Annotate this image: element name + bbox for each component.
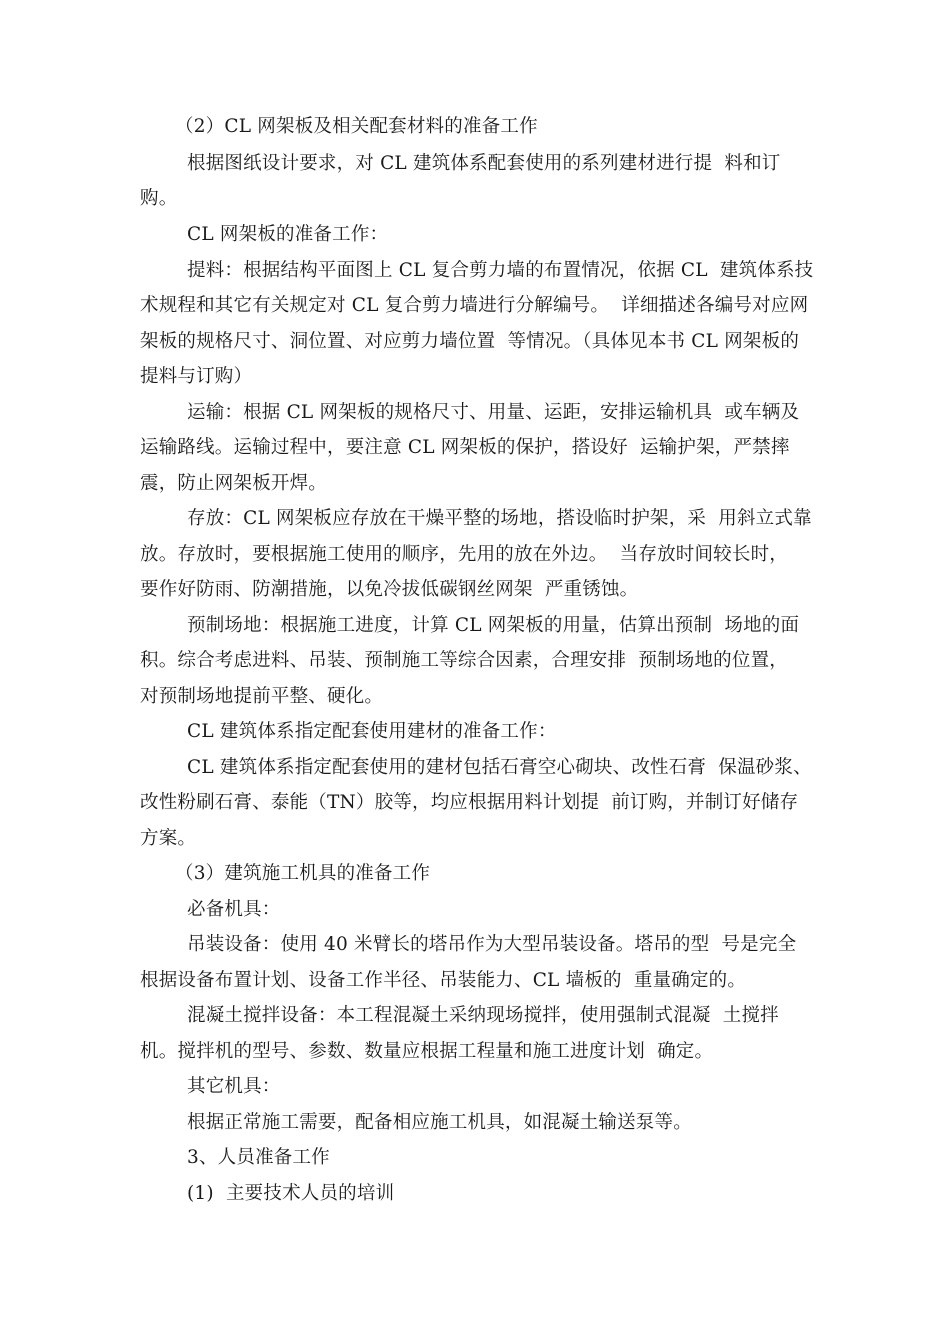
paragraph-line: CL 建筑体系指定配套使用的建材包括石膏空心砌块、改性石膏 保温砂浆、 <box>187 757 812 778</box>
subheading: CL 建筑体系指定配套使用建材的准备工作： <box>187 721 557 742</box>
paragraph-line: 震，防止网架板开焊。 <box>140 473 328 494</box>
paragraph-line: 吊装设备：使用 40 米臂长的塔吊作为大型吊装设备。塔吊的型 号是完全 <box>187 934 797 955</box>
paragraph-line: 根据图纸设计要求，对 CL 建筑体系配套使用的系列建材进行提 料和订 <box>187 153 781 174</box>
paragraph-line: 运输路线。运输过程中，要注意 CL 网架板的保护，搭设好 运输护架，严禁摔 <box>140 437 790 458</box>
paragraph-line: 提料：根据结构平面图上 CL 复合剪力墙的布置情况，依据 CL 建筑体系技 <box>187 260 814 281</box>
subheading: 其它机具： <box>187 1076 281 1097</box>
subheading: CL 网架板的准备工作： <box>187 224 389 245</box>
section-heading: 3、人员准备工作 <box>187 1147 330 1168</box>
section-heading: （3）建筑施工机具的准备工作 <box>175 863 431 884</box>
paragraph-line: 放。存放时，要根据施工使用的顺序，先用的放在外边。 当存放时间较长时， <box>140 544 788 565</box>
paragraph-line: 术规程和其它有关规定对 CL 复合剪力墙进行分解编号。 详细描述各编号对应网 <box>140 295 809 316</box>
paragraph-line: 架板的规格尺寸、洞位置、对应剪力墙位置 等情况。（具体见本书 CL 网架板的 <box>140 331 800 352</box>
subheading: 必备机具： <box>187 899 281 920</box>
paragraph-line: 运输：根据 CL 网架板的规格尺寸、用量、运距，安排运输机具 或车辆及 <box>187 402 800 423</box>
paragraph-line: 购。 <box>140 188 178 209</box>
subsection-heading: (1) 主要技术人员的培训 <box>187 1183 395 1204</box>
paragraph-line: 预制场地：根据施工进度，计算 CL 网架板的用量，估算出预制 场地的面 <box>187 615 800 636</box>
section-heading: （2）CL 网架板及相关配套材料的准备工作 <box>175 116 538 137</box>
paragraph-line: 根据正常施工需要，配备相应施工机具，如混凝土输送泵等。 <box>187 1112 692 1133</box>
paragraph-line: 积。综合考虑进料、吊装、预制施工等综合因素，合理安排 预制场地的位置， <box>140 650 788 671</box>
paragraph-line: 对预制场地提前平整、硬化。 <box>140 686 384 707</box>
paragraph-line: 方案。 <box>140 828 197 849</box>
paragraph-line: 提料与订购） <box>140 366 253 387</box>
paragraph-line: 存放：CL 网架板应存放在干燥平整的场地，搭设临时护架，采 用斜立式靠 <box>187 508 812 529</box>
paragraph-line: 机。搅拌机的型号、参数、数量应根据工程量和施工进度计划 确定。 <box>140 1041 714 1062</box>
paragraph-line: 改性粉刷石膏、泰能（TN）胶等，均应根据用料计划提 前订购，并制订好储存 <box>140 792 799 813</box>
paragraph-line: 要作好防雨、防潮措施，以免冷拔低碳钢丝网架 严重锈蚀。 <box>140 579 639 600</box>
paragraph-line: 混凝土搅拌设备：本工程混凝土采纳现场搅拌，使用强制式混凝 土搅拌 <box>187 1005 779 1026</box>
paragraph-line: 根据设备布置计划、设备工作半径、吊装能力、CL 墙板的 重量确定的。 <box>140 970 747 991</box>
